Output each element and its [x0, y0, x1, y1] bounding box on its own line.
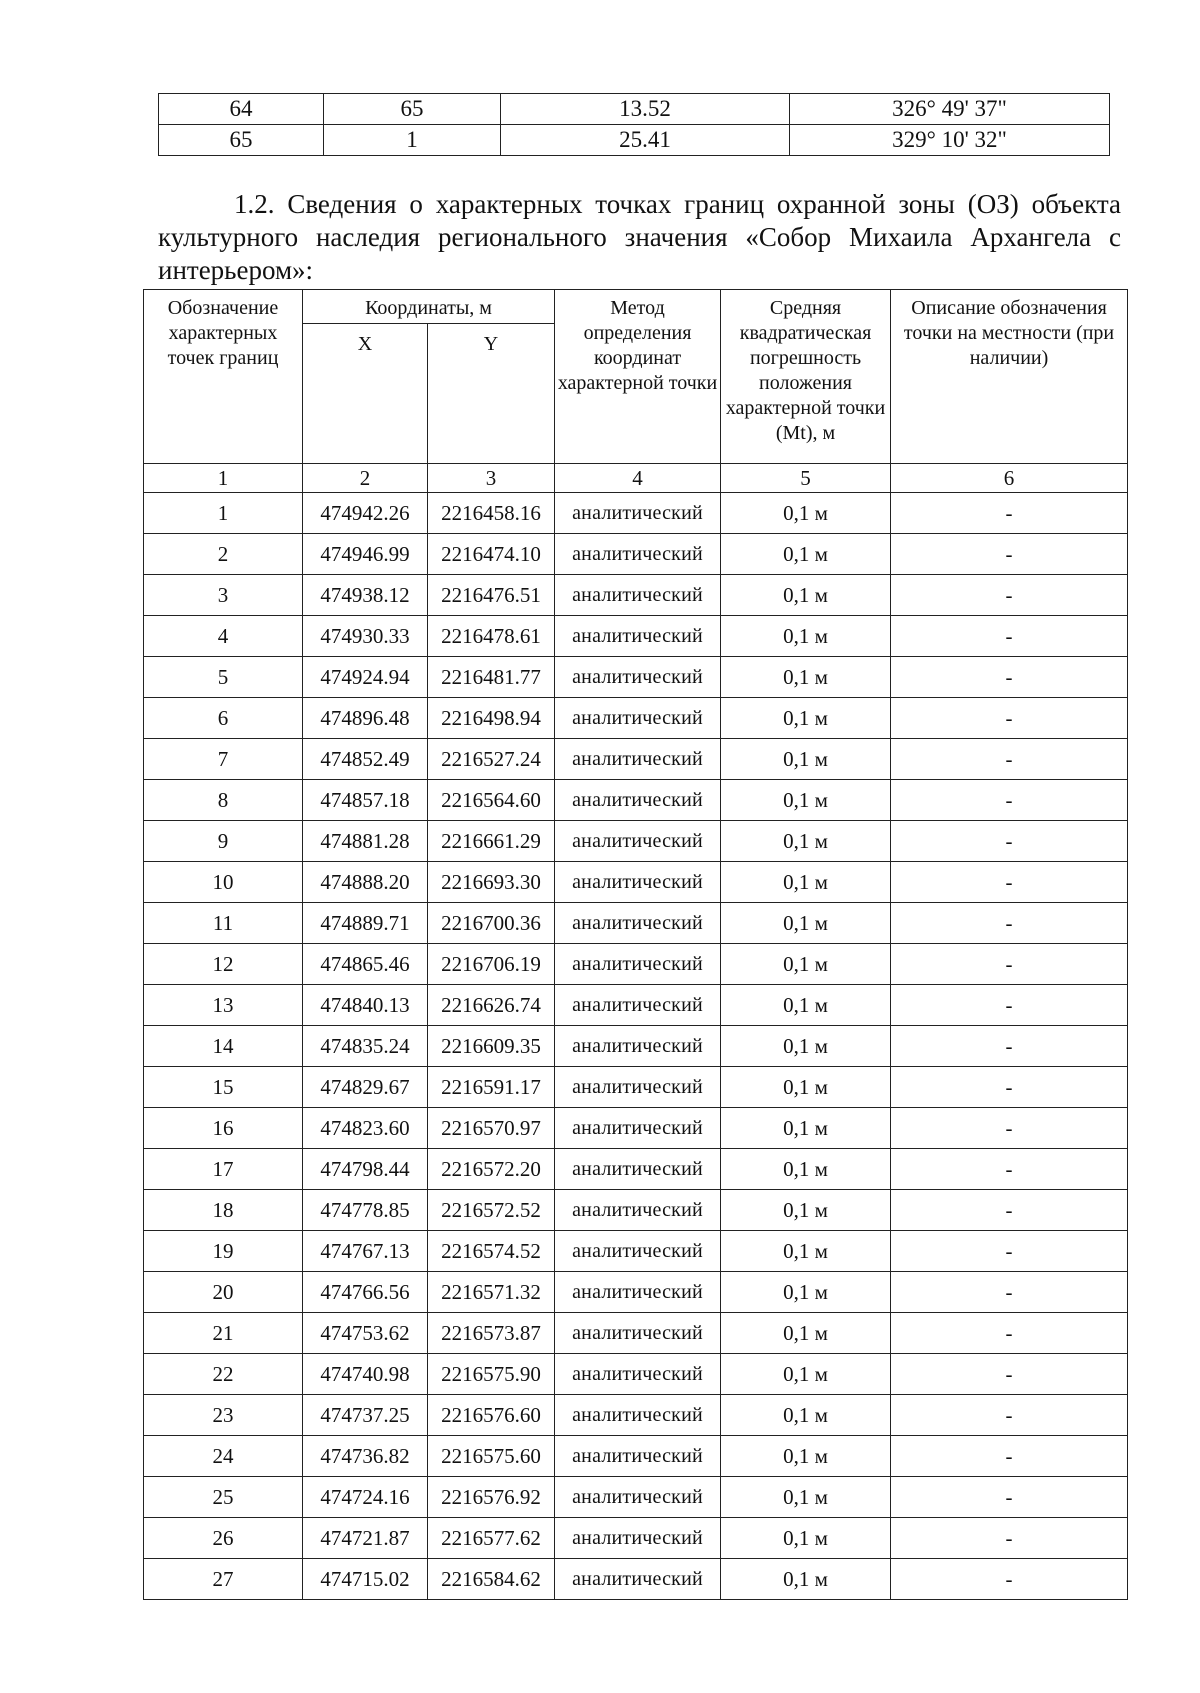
method: аналитический [555, 534, 721, 575]
method: аналитический [555, 862, 721, 903]
table-row [144, 1477, 1128, 1518]
coord-y: 2216572.20 [428, 1149, 555, 1190]
point-number: 22 [144, 1354, 303, 1395]
coord-x: 474946.99 [303, 534, 428, 575]
coord-y: 2216570.97 [428, 1108, 555, 1149]
table-header [144, 290, 1128, 464]
method: аналитический [555, 1026, 721, 1067]
coord-y: 2216661.29 [428, 821, 555, 862]
coord-y: 2216700.36 [428, 903, 555, 944]
description: - [891, 657, 1128, 698]
coord-x: 474753.62 [303, 1313, 428, 1354]
bearing-row [159, 94, 1110, 125]
bearing-table-body [159, 94, 1110, 156]
column-number: 5 [721, 464, 891, 493]
coord-x: 474924.94 [303, 657, 428, 698]
table-row [144, 1190, 1128, 1231]
point-number: 15 [144, 1067, 303, 1108]
header-y: Y [428, 324, 555, 464]
error: 0,1 м [721, 1395, 891, 1436]
point-number: 17 [144, 1149, 303, 1190]
coord-x: 474942.26 [303, 493, 428, 534]
table-row [144, 1108, 1128, 1149]
description: - [891, 534, 1128, 575]
coord-y: 2216481.77 [428, 657, 555, 698]
bearing-to-point: 65 [324, 94, 501, 125]
coord-y: 2216478.61 [428, 616, 555, 657]
coord-y: 2216474.10 [428, 534, 555, 575]
description: - [891, 1354, 1128, 1395]
description: - [891, 780, 1128, 821]
point-number: 27 [144, 1559, 303, 1600]
bearing-angle: 329° 10' 32" [790, 125, 1110, 156]
point-number: 4 [144, 616, 303, 657]
bearing-row [159, 125, 1110, 156]
point-number: 14 [144, 1026, 303, 1067]
coord-y: 2216575.60 [428, 1436, 555, 1477]
bearing-distance: 25.41 [501, 125, 790, 156]
description: - [891, 1149, 1128, 1190]
description: - [891, 1436, 1128, 1477]
description: - [891, 698, 1128, 739]
error: 0,1 м [721, 1108, 891, 1149]
point-number: 19 [144, 1231, 303, 1272]
coord-y: 2216591.17 [428, 1067, 555, 1108]
description: - [891, 493, 1128, 534]
table-row [144, 616, 1128, 657]
coord-y: 2216584.62 [428, 1559, 555, 1600]
section-heading: 1.2. Сведения о характерных точках границ охранной зоны (ОЗ) объекта культурного наследия регионального значения «Собор Михаила Архангела с интерьером»: [158, 189, 1121, 285]
method: аналитический [555, 698, 721, 739]
method: аналитический [555, 1559, 721, 1600]
coord-x: 474721.87 [303, 1518, 428, 1559]
table-row [144, 1518, 1128, 1559]
coord-x: 474823.60 [303, 1108, 428, 1149]
coord-y: 2216498.94 [428, 698, 555, 739]
coord-x: 474737.25 [303, 1395, 428, 1436]
coord-x: 474740.98 [303, 1354, 428, 1395]
error: 0,1 м [721, 1477, 891, 1518]
point-number: 7 [144, 739, 303, 780]
coord-y: 2216576.92 [428, 1477, 555, 1518]
column-number: 4 [555, 464, 721, 493]
coord-y: 2216706.19 [428, 944, 555, 985]
description: - [891, 616, 1128, 657]
coord-y: 2216458.16 [428, 493, 555, 534]
description: - [891, 1395, 1128, 1436]
table-row [144, 698, 1128, 739]
description: - [891, 1313, 1128, 1354]
description: - [891, 1559, 1128, 1600]
bearing-distance: 13.52 [501, 94, 790, 125]
coord-y: 2216476.51 [428, 575, 555, 616]
bearing-from-point: 65 [159, 125, 324, 156]
description: - [891, 985, 1128, 1026]
coord-x: 474896.48 [303, 698, 428, 739]
description: - [891, 1190, 1128, 1231]
error: 0,1 м [721, 780, 891, 821]
description: - [891, 1477, 1128, 1518]
coord-y: 2216693.30 [428, 862, 555, 903]
error: 0,1 м [721, 1190, 891, 1231]
method: аналитический [555, 1149, 721, 1190]
table-row [144, 1149, 1128, 1190]
error: 0,1 м [721, 821, 891, 862]
method: аналитический [555, 1067, 721, 1108]
description: - [891, 1272, 1128, 1313]
table-row [144, 821, 1128, 862]
method: аналитический [555, 493, 721, 534]
table-row [144, 985, 1128, 1026]
point-number: 16 [144, 1108, 303, 1149]
column-number: 1 [144, 464, 303, 493]
table-row [144, 862, 1128, 903]
table-row [144, 1436, 1128, 1477]
error: 0,1 м [721, 698, 891, 739]
point-number: 10 [144, 862, 303, 903]
coord-x: 474840.13 [303, 985, 428, 1026]
description: - [891, 1108, 1128, 1149]
coord-y: 2216576.60 [428, 1395, 555, 1436]
error: 0,1 м [721, 1354, 891, 1395]
error: 0,1 м [721, 739, 891, 780]
method: аналитический [555, 1518, 721, 1559]
error: 0,1 м [721, 1559, 891, 1600]
method: аналитический [555, 739, 721, 780]
bearing-to-point: 1 [324, 125, 501, 156]
point-number: 23 [144, 1395, 303, 1436]
error: 0,1 м [721, 575, 891, 616]
point-number: 8 [144, 780, 303, 821]
coord-x: 474888.20 [303, 862, 428, 903]
table-row [144, 575, 1128, 616]
description: - [891, 944, 1128, 985]
table-row [144, 1313, 1128, 1354]
bearing-angle: 326° 49' 37" [790, 94, 1110, 125]
coord-x: 474724.16 [303, 1477, 428, 1518]
error: 0,1 м [721, 1067, 891, 1108]
table-body [144, 464, 1128, 1600]
error: 0,1 м [721, 657, 891, 698]
description: - [891, 1231, 1128, 1272]
coord-y: 2216609.35 [428, 1026, 555, 1067]
coord-x: 474798.44 [303, 1149, 428, 1190]
column-number: 3 [428, 464, 555, 493]
description: - [891, 862, 1128, 903]
method: аналитический [555, 1354, 721, 1395]
coord-y: 2216626.74 [428, 985, 555, 1026]
method: аналитический [555, 944, 721, 985]
point-number: 2 [144, 534, 303, 575]
coord-x: 474736.82 [303, 1436, 428, 1477]
point-number: 13 [144, 985, 303, 1026]
description: - [891, 821, 1128, 862]
error: 0,1 м [721, 985, 891, 1026]
coord-x: 474778.85 [303, 1190, 428, 1231]
point-number: 1 [144, 493, 303, 534]
method: аналитический [555, 1436, 721, 1477]
method: аналитический [555, 657, 721, 698]
table-row [144, 739, 1128, 780]
error: 0,1 м [721, 1231, 891, 1272]
point-number: 26 [144, 1518, 303, 1559]
table-row [144, 944, 1128, 985]
bearing-table-continuation [158, 93, 1110, 156]
coord-y: 2216527.24 [428, 739, 555, 780]
bearing-from-point: 64 [159, 94, 324, 125]
header-coordinates: Координаты, м [303, 290, 555, 324]
coord-y: 2216577.62 [428, 1518, 555, 1559]
coord-x: 474938.12 [303, 575, 428, 616]
coord-x: 474881.28 [303, 821, 428, 862]
description: - [891, 739, 1128, 780]
point-number: 6 [144, 698, 303, 739]
description: - [891, 1026, 1128, 1067]
table-row [144, 534, 1128, 575]
error: 0,1 м [721, 1026, 891, 1067]
coord-x: 474865.46 [303, 944, 428, 985]
method: аналитический [555, 1272, 721, 1313]
point-number: 18 [144, 1190, 303, 1231]
coord-y: 2216571.32 [428, 1272, 555, 1313]
point-number: 21 [144, 1313, 303, 1354]
table-row [144, 1395, 1128, 1436]
coord-x: 474930.33 [303, 616, 428, 657]
point-number: 3 [144, 575, 303, 616]
coord-y: 2216564.60 [428, 780, 555, 821]
table-row [144, 903, 1128, 944]
point-number: 11 [144, 903, 303, 944]
error: 0,1 м [721, 903, 891, 944]
table-row [144, 493, 1128, 534]
table-row [144, 1067, 1128, 1108]
method: аналитический [555, 903, 721, 944]
table-row [144, 780, 1128, 821]
error: 0,1 м [721, 493, 891, 534]
coord-x: 474766.56 [303, 1272, 428, 1313]
description: - [891, 903, 1128, 944]
method: аналитический [555, 616, 721, 657]
error: 0,1 м [721, 1518, 891, 1559]
method: аналитический [555, 575, 721, 616]
coord-x: 474889.71 [303, 903, 428, 944]
method: аналитический [555, 780, 721, 821]
header-error: Средняя квадратическая погрешность положения характерной точки (Mt), м [721, 290, 891, 464]
column-number-row [144, 464, 1128, 493]
column-number: 6 [891, 464, 1128, 493]
error: 0,1 м [721, 534, 891, 575]
method: аналитический [555, 1477, 721, 1518]
header-description: Описание обозначения точки на местности (при наличии) [891, 290, 1128, 464]
error: 0,1 м [721, 616, 891, 657]
point-number: 12 [144, 944, 303, 985]
header-method: Метод определения координат характерной точки [555, 290, 721, 464]
table-row [144, 1559, 1128, 1600]
error: 0,1 м [721, 944, 891, 985]
point-number: 5 [144, 657, 303, 698]
method: аналитический [555, 985, 721, 1026]
error: 0,1 м [721, 1436, 891, 1477]
point-number: 25 [144, 1477, 303, 1518]
description: - [891, 1518, 1128, 1559]
coord-x: 474715.02 [303, 1559, 428, 1600]
table-row [144, 1354, 1128, 1395]
point-number: 20 [144, 1272, 303, 1313]
method: аналитический [555, 821, 721, 862]
coord-x: 474767.13 [303, 1231, 428, 1272]
boundary-points-table [143, 289, 1128, 1600]
error: 0,1 м [721, 1149, 891, 1190]
method: аналитический [555, 1108, 721, 1149]
coord-y: 2216573.87 [428, 1313, 555, 1354]
point-number: 9 [144, 821, 303, 862]
coord-x: 474857.18 [303, 780, 428, 821]
error: 0,1 м [721, 862, 891, 903]
method: аналитический [555, 1190, 721, 1231]
description: - [891, 1067, 1128, 1108]
coord-y: 2216572.52 [428, 1190, 555, 1231]
table-row [144, 1231, 1128, 1272]
coord-y: 2216575.90 [428, 1354, 555, 1395]
coord-x: 474852.49 [303, 739, 428, 780]
header-x: X [303, 324, 428, 464]
table-row [144, 1026, 1128, 1067]
table-row [144, 657, 1128, 698]
coord-x: 474835.24 [303, 1026, 428, 1067]
method: аналитический [555, 1395, 721, 1436]
description: - [891, 575, 1128, 616]
coord-x: 474829.67 [303, 1067, 428, 1108]
table-row [144, 1272, 1128, 1313]
column-number: 2 [303, 464, 428, 493]
error: 0,1 м [721, 1272, 891, 1313]
error: 0,1 м [721, 1313, 891, 1354]
header-designation: Обозначение характерных точек границ [144, 290, 303, 464]
coord-y: 2216574.52 [428, 1231, 555, 1272]
point-number: 24 [144, 1436, 303, 1477]
method: аналитический [555, 1313, 721, 1354]
method: аналитический [555, 1231, 721, 1272]
